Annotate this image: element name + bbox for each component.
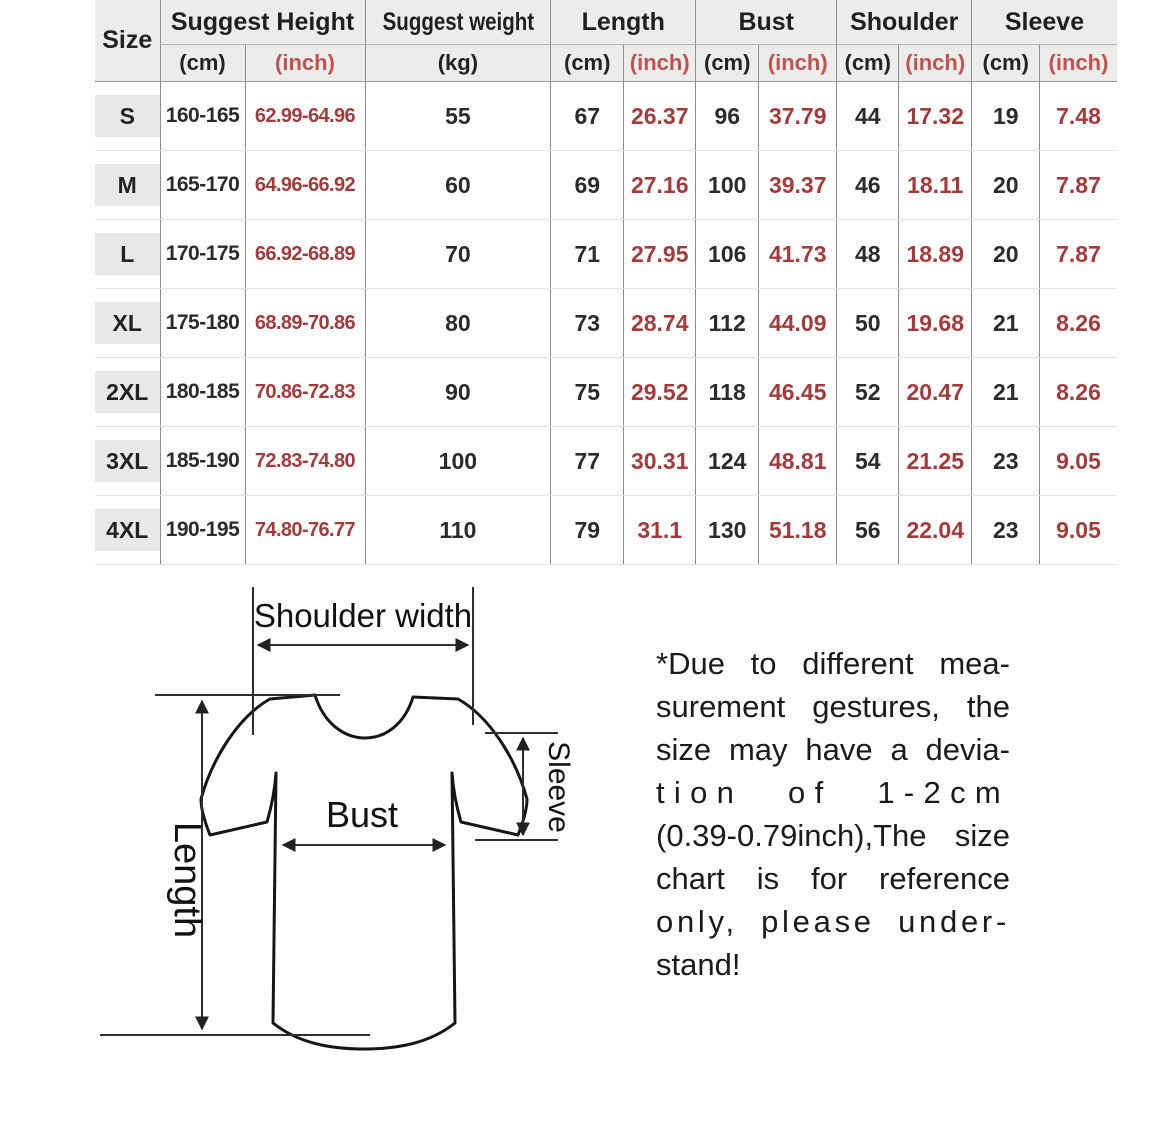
- table-cell: [95, 496, 160, 565]
- table-cell: 80: [365, 289, 551, 358]
- table-cell: 170-175: [160, 220, 245, 289]
- table-cell: 51.18: [759, 496, 837, 565]
- table-cell: 27.16: [624, 151, 696, 220]
- size-badge: 3XL: [95, 440, 160, 482]
- table-cell: 67: [551, 82, 624, 151]
- shoulder-width-label: Shoulder width: [253, 597, 473, 634]
- column-group-shoulder: Shoulder: [837, 0, 972, 45]
- table-body: [95, 82, 1117, 565]
- note-line: only, please under-: [656, 904, 1010, 939]
- note-line: tion of 1-2cm: [656, 775, 1010, 810]
- table-row: [95, 151, 1117, 220]
- table-cell: 8.26: [1040, 289, 1117, 358]
- size-badge: 2XL: [95, 371, 160, 413]
- table-cell: 96: [696, 82, 759, 151]
- table-cell: 26.37: [624, 82, 696, 151]
- table-cell: 20: [972, 220, 1040, 289]
- measurement-note: [656, 642, 1010, 986]
- table-cell: 21.25: [899, 427, 972, 496]
- column-group-bust: Bust: [696, 0, 837, 45]
- column-unit: (inch): [899, 45, 972, 82]
- table-cell: 21: [972, 289, 1040, 358]
- table-cell: 20.47: [899, 358, 972, 427]
- table-cell: 79: [551, 496, 624, 565]
- table-cell: 7.87: [1040, 220, 1117, 289]
- table-cell: 100: [696, 151, 759, 220]
- table-cell: 23: [972, 427, 1040, 496]
- column-group-suggest-weight: Suggest weight: [365, 0, 551, 45]
- table-cell: 19: [972, 82, 1040, 151]
- table-cell: 175-180: [160, 289, 245, 358]
- note-line: (0.39-0.79inch),The size: [656, 818, 1010, 853]
- tshirt-measurement-diagram: [90, 575, 590, 1090]
- table-cell: 160-165: [160, 82, 245, 151]
- table-cell: 180-185: [160, 358, 245, 427]
- column-unit: (inch): [759, 45, 837, 82]
- table-cell: 30.31: [624, 427, 696, 496]
- table-row: [95, 220, 1117, 289]
- table-cell: [95, 220, 160, 289]
- table-cell: 17.32: [899, 82, 972, 151]
- table-cell: [95, 151, 160, 220]
- table-cell: 69: [551, 151, 624, 220]
- table-cell: 124: [696, 427, 759, 496]
- table-cell: 68.89-70.86: [245, 289, 365, 358]
- table-cell: [95, 289, 160, 358]
- table-cell: 118: [696, 358, 759, 427]
- note-line: size may have a devia-: [656, 732, 1010, 767]
- table-cell: 100: [365, 427, 551, 496]
- table-cell: 73: [551, 289, 624, 358]
- table-cell: 44.09: [759, 289, 837, 358]
- column-unit: (cm): [972, 45, 1040, 82]
- table-row: [95, 82, 1117, 151]
- table-cell: 185-190: [160, 427, 245, 496]
- table-cell: 60: [365, 151, 551, 220]
- tshirt-outline: [201, 695, 527, 1049]
- table-cell: 41.73: [759, 220, 837, 289]
- table-row: [95, 496, 1117, 565]
- column-unit: (cm): [160, 45, 245, 82]
- size-badge: 4XL: [95, 509, 160, 551]
- column-group-suggest-height: Suggest Height: [160, 0, 365, 45]
- table-cell: 8.26: [1040, 358, 1117, 427]
- table-cell: 44: [837, 82, 899, 151]
- table-cell: 62.99-64.96: [245, 82, 365, 151]
- table-cell: 18.89: [899, 220, 972, 289]
- table-cell: 77: [551, 427, 624, 496]
- table-cell: 64.96-66.92: [245, 151, 365, 220]
- table-cell: 48: [837, 220, 899, 289]
- column-unit: (cm): [551, 45, 624, 82]
- header-units-row: [95, 45, 1117, 82]
- table-cell: 9.05: [1040, 496, 1117, 565]
- table-cell: 70.86-72.83: [245, 358, 365, 427]
- column-group-length: Length: [551, 0, 696, 45]
- table-cell: 50: [837, 289, 899, 358]
- table-cell: 9.05: [1040, 427, 1117, 496]
- column-unit: (inch): [624, 45, 696, 82]
- length-label: Length: [166, 821, 208, 939]
- table-cell: 165-170: [160, 151, 245, 220]
- column-unit: (inch): [245, 45, 365, 82]
- table-cell: 20: [972, 151, 1040, 220]
- table-cell: 46: [837, 151, 899, 220]
- table-cell: 22.04: [899, 496, 972, 565]
- column-unit: (cm): [837, 45, 899, 82]
- column-group-sleeve: Sleeve: [972, 0, 1117, 45]
- table-row: [95, 289, 1117, 358]
- note-line: surement gestures, the: [656, 689, 1010, 724]
- table-cell: 18.11: [899, 151, 972, 220]
- size-badge: XL: [95, 302, 160, 344]
- table-cell: 56: [837, 496, 899, 565]
- table-cell: 46.45: [759, 358, 837, 427]
- table-cell: 52: [837, 358, 899, 427]
- table-cell: 54: [837, 427, 899, 496]
- column-header-size: Size: [95, 0, 160, 82]
- table-cell: 23: [972, 496, 1040, 565]
- size-badge: L: [95, 233, 160, 275]
- sleeve-label: Sleeve: [542, 741, 575, 833]
- table-cell: [95, 358, 160, 427]
- size-table: [95, 0, 1117, 565]
- table-cell: 112: [696, 289, 759, 358]
- column-unit: (cm): [696, 45, 759, 82]
- bust-label: Bust: [325, 794, 399, 835]
- table-cell: 71: [551, 220, 624, 289]
- table-cell: 7.48: [1040, 82, 1117, 151]
- table-cell: 110: [365, 496, 551, 565]
- column-unit: (inch): [1040, 45, 1117, 82]
- table-cell: 90: [365, 358, 551, 427]
- table-cell: 19.68: [899, 289, 972, 358]
- table-cell: 39.37: [759, 151, 837, 220]
- table-cell: 74.80-76.77: [245, 496, 365, 565]
- table-cell: 66.92-68.89: [245, 220, 365, 289]
- column-unit: (kg): [365, 45, 551, 82]
- table-cell: 72.83-74.80: [245, 427, 365, 496]
- size-badge: S: [95, 95, 160, 137]
- table-cell: 27.95: [624, 220, 696, 289]
- table-cell: 7.87: [1040, 151, 1117, 220]
- table-row: [95, 358, 1117, 427]
- table-row: [95, 427, 1117, 496]
- table-cell: 75: [551, 358, 624, 427]
- table-cell: 48.81: [759, 427, 837, 496]
- table-cell: 31.1: [624, 496, 696, 565]
- table-cell: 70: [365, 220, 551, 289]
- table-cell: [95, 427, 160, 496]
- table-cell: 190-195: [160, 496, 245, 565]
- table-cell: 28.74: [624, 289, 696, 358]
- table-cell: [95, 82, 160, 151]
- note-line: *Due to different mea-: [656, 646, 1010, 681]
- table-cell: 130: [696, 496, 759, 565]
- table-cell: 55: [365, 82, 551, 151]
- table-cell: 21: [972, 358, 1040, 427]
- header-group-row: [95, 0, 1117, 45]
- size-badge: M: [95, 164, 160, 206]
- table-cell: 29.52: [624, 358, 696, 427]
- note-line: stand!: [656, 947, 741, 982]
- table-header: [95, 0, 1117, 82]
- note-line: chart is for reference: [656, 861, 1010, 896]
- table-cell: 37.79: [759, 82, 837, 151]
- table-cell: 106: [696, 220, 759, 289]
